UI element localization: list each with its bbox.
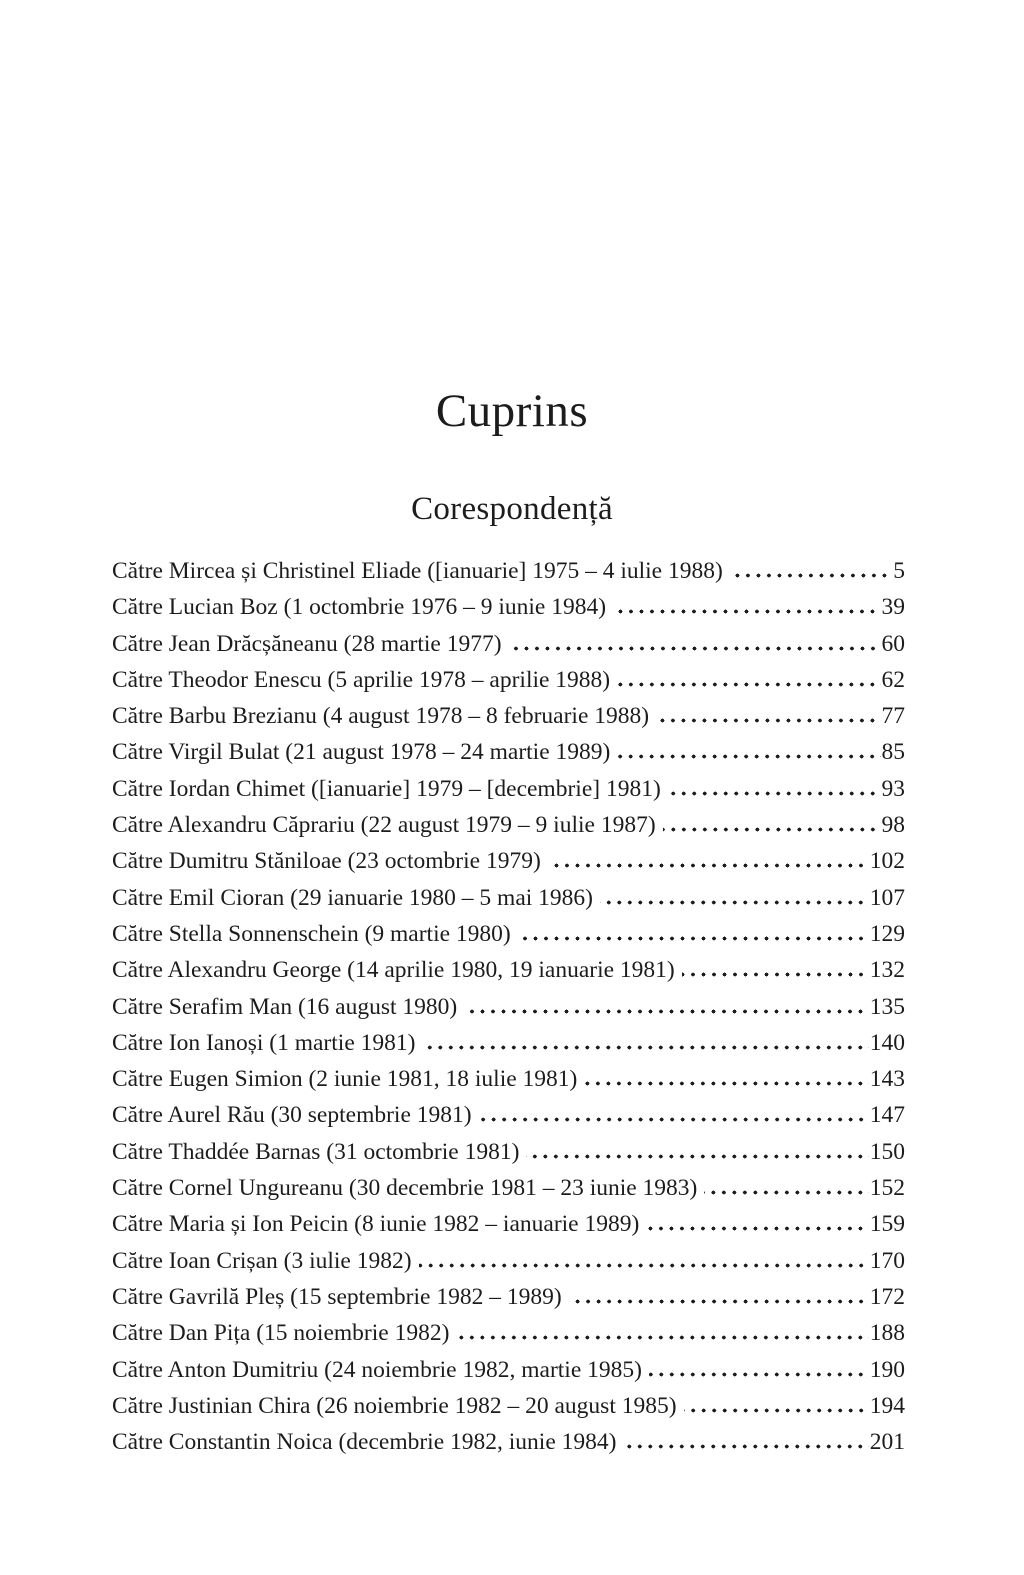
toc-entry-label: Către Alexandru Căprariu (22 august 1979 – 9 iulie 1987) bbox=[112, 812, 656, 839]
toc-dot-leader bbox=[464, 1009, 869, 1014]
toc-dot-leader bbox=[569, 1299, 869, 1304]
toc-dot-leader bbox=[730, 573, 892, 578]
toc-entry-page-number: 172 bbox=[869, 1283, 905, 1310]
toc-dot-leader bbox=[526, 1154, 868, 1159]
toc-entry-page-number: 132 bbox=[869, 957, 905, 984]
toc-entry bbox=[112, 1243, 905, 1279]
toc-entry-label: Către Barbu Brezianu (4 august 1978 – 8 februarie 1988) bbox=[112, 703, 650, 730]
toc-dot-leader bbox=[684, 1408, 869, 1413]
toc-entry-page-number: 129 bbox=[869, 920, 905, 947]
toc-entry-page-number: 62 bbox=[881, 666, 905, 693]
toc-dot-leader bbox=[656, 718, 880, 723]
toc-entry bbox=[112, 1352, 905, 1388]
toc-list bbox=[112, 553, 905, 1460]
toc-dot-leader bbox=[623, 1444, 868, 1449]
toc-entry-page-number: 152 bbox=[869, 1175, 905, 1202]
toc-dot-leader bbox=[600, 900, 869, 905]
toc-dot-leader bbox=[548, 863, 869, 868]
toc-entry-label: Către Serafim Man (16 august 1980) bbox=[112, 993, 458, 1020]
toc-entry bbox=[112, 880, 905, 916]
toc-dot-leader bbox=[668, 791, 881, 796]
toc-entry-label: Către Lucian Boz (1 octombrie 1976 – 9 iunie 1984) bbox=[112, 594, 607, 621]
toc-dot-leader bbox=[419, 1263, 869, 1268]
toc-dot-leader bbox=[479, 1117, 869, 1122]
toc-entry-page-number: 135 bbox=[869, 993, 905, 1020]
toc-entry-label: Către Maria și Ion Peicin (8 iunie 1982 – ianuarie 1989) bbox=[112, 1211, 640, 1238]
toc-entry-label: Către Theodor Enescu (5 aprilie 1978 – aprilie 1988) bbox=[112, 666, 611, 693]
toc-entry-page-number: 107 bbox=[869, 884, 905, 911]
toc-entry bbox=[112, 589, 905, 625]
toc-entry-label: Către Stella Sonnenschein (9 martie 1980) bbox=[112, 920, 511, 947]
toc-dot-leader bbox=[682, 972, 869, 977]
toc-entry-page-number: 190 bbox=[869, 1356, 905, 1383]
toc-dot-leader bbox=[518, 936, 869, 941]
toc-entry-page-number: 201 bbox=[869, 1429, 905, 1456]
toc-entry bbox=[112, 952, 905, 988]
toc-entry-page-number: 150 bbox=[869, 1138, 905, 1165]
toc-entry-page-number: 102 bbox=[869, 848, 905, 875]
toc-entry bbox=[112, 771, 905, 807]
toc-dot-leader bbox=[422, 1045, 868, 1050]
toc-dot-leader bbox=[663, 827, 881, 832]
toc-dot-leader bbox=[456, 1335, 868, 1340]
toc-entry bbox=[112, 662, 905, 698]
toc-dot-leader bbox=[509, 646, 881, 651]
toc-entry-label: Către Thaddée Barnas (31 octombrie 1981) bbox=[112, 1138, 520, 1165]
toc-entry bbox=[112, 1061, 905, 1097]
toc-entry-label: Către Ion Ianoși (1 martie 1981) bbox=[112, 1029, 416, 1056]
toc-entry-page-number: 147 bbox=[869, 1102, 905, 1129]
toc-dot-leader bbox=[646, 1226, 868, 1231]
toc-dot-leader bbox=[649, 1372, 869, 1377]
toc-entry bbox=[112, 807, 905, 843]
toc-entry-label: Către Constantin Noica (decembrie 1982, iunie 1984) bbox=[112, 1429, 617, 1456]
toc-entry-label: Către Jean Drăcșăneanu (28 martie 1977) bbox=[112, 630, 502, 657]
toc-dot-leader bbox=[613, 609, 880, 614]
toc-entry-label: Către Mircea și Christinel Eliade ([ianuarie] 1975 – 4 iulie 1988) bbox=[112, 558, 723, 584]
toc-entry bbox=[112, 553, 905, 589]
toc-entry bbox=[112, 916, 905, 952]
toc-entry-label: Către Ioan Crișan (3 iulie 1982) bbox=[112, 1247, 412, 1274]
toc-entry-label: Către Dumitru Stăniloae (23 octombrie 1979) bbox=[112, 848, 541, 875]
toc-entry bbox=[112, 1170, 905, 1206]
toc-entry bbox=[112, 1279, 905, 1315]
section-title: Corespondență bbox=[411, 491, 613, 527]
toc-entry-label: Către Cornel Ungureanu (30 decembrie 1981 – 23 iunie 1983) bbox=[112, 1175, 698, 1202]
toc-entry-label: Către Justinian Chira (26 noiembrie 1982 – 20 august 1985) bbox=[112, 1392, 677, 1419]
page-title: Cuprins bbox=[435, 385, 589, 437]
toc-entry-page-number: 93 bbox=[881, 775, 905, 802]
toc-entry-page-number: 143 bbox=[869, 1066, 905, 1093]
toc-entry-page-number: 194 bbox=[869, 1392, 905, 1419]
toc-dot-leader bbox=[704, 1190, 868, 1195]
toc-entry-page-number: 140 bbox=[869, 1029, 905, 1056]
toc-entry bbox=[112, 843, 905, 879]
toc-entry bbox=[112, 698, 905, 734]
toc-entry bbox=[112, 1025, 905, 1061]
toc-entry-label: Către Aurel Rău (30 septembrie 1981) bbox=[112, 1102, 472, 1129]
toc-entry bbox=[112, 626, 905, 662]
toc-entry-page-number: 5 bbox=[893, 558, 905, 584]
toc-entry-page-number: 188 bbox=[869, 1320, 905, 1347]
toc-entry-page-number: 77 bbox=[881, 703, 905, 730]
toc-dot-leader bbox=[617, 682, 880, 687]
toc-entry bbox=[112, 1134, 905, 1170]
toc-entry bbox=[112, 1388, 905, 1424]
toc-entry-label: Către Gavrilă Pleș (15 septembrie 1982 – 1989) bbox=[112, 1283, 562, 1310]
toc-entry bbox=[112, 1424, 905, 1460]
toc-entry-label: Către Eugen Simion (2 iunie 1981, 18 iulie 1981) bbox=[112, 1066, 578, 1093]
toc-entry bbox=[112, 1097, 905, 1133]
toc-entry-label: Către Iordan Chimet ([ianuarie] 1979 – [decembrie] 1981) bbox=[112, 775, 661, 802]
toc-entry-page-number: 60 bbox=[881, 630, 905, 657]
toc-dot-leader bbox=[617, 754, 880, 759]
toc-entry-page-number: 98 bbox=[881, 812, 905, 839]
toc-entry-label: Către Alexandru George (14 aprilie 1980, 19 ianuarie 1981) bbox=[112, 957, 675, 984]
toc-entry bbox=[112, 734, 905, 770]
toc-entry-label: Către Dan Pița (15 noiembrie 1982) bbox=[112, 1320, 450, 1347]
toc-entry-label: Către Emil Cioran (29 ianuarie 1980 – 5 mai 1986) bbox=[112, 884, 593, 911]
toc-entry-label: Către Anton Dumitriu (24 noiembrie 1982, martie 1985) bbox=[112, 1356, 642, 1383]
toc-entry-page-number: 39 bbox=[881, 594, 905, 621]
toc-entry bbox=[112, 1315, 905, 1351]
toc-entry-label: Către Virgil Bulat (21 august 1978 – 24 martie 1989) bbox=[112, 739, 611, 766]
toc-entry-page-number: 170 bbox=[869, 1247, 905, 1274]
toc-entry bbox=[112, 989, 905, 1025]
toc-dot-leader bbox=[584, 1081, 868, 1086]
toc-entry bbox=[112, 1206, 905, 1242]
toc-entry-page-number: 85 bbox=[881, 739, 905, 766]
toc-entry-page-number: 159 bbox=[869, 1211, 905, 1238]
